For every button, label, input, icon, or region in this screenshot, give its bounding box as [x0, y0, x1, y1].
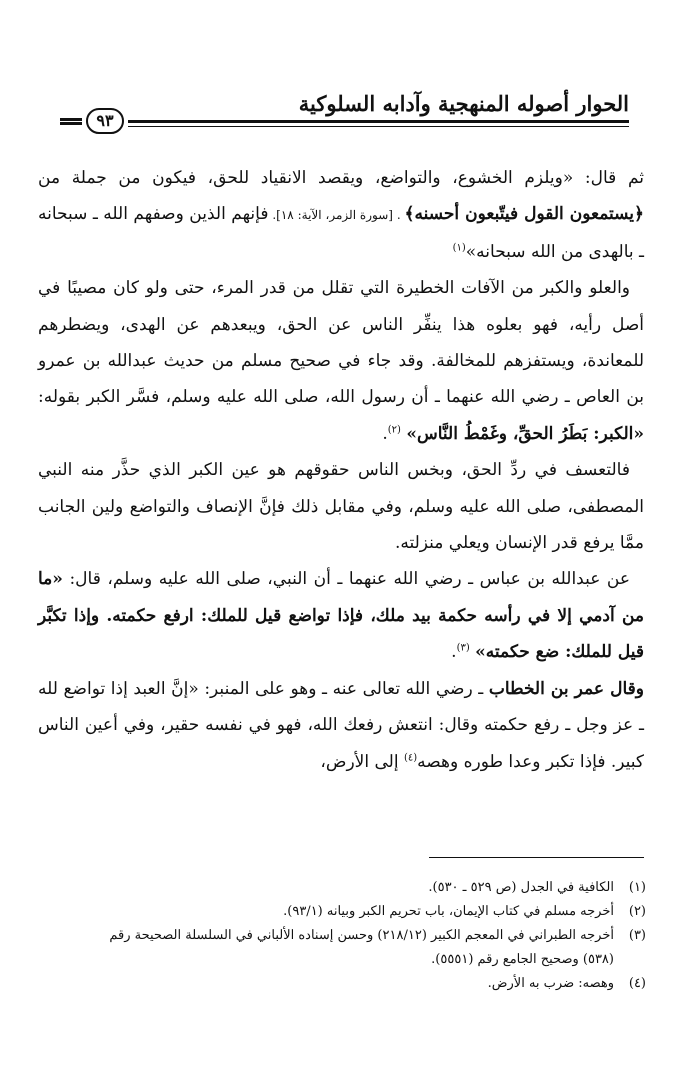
paragraph-2: والعلو والكبر من الآفات الخطيرة التي تقلل من قدر المرء، حتى ولو كان مصيبًا في أصل رأيه، فهو بعلوه هذا ينفِّر الناس عن الحق، ويبعدهم عن الهدى، ويضطرهم للمعاندة، ويستفزهم للمخالفة. وقد جاء في صحيح مسلم من حديث عبدالله بن عمرو بن العاص ـ رضي الله عنهما ـ أن رسول الله، صلى الله عليه وسلم، فسَّر الكبر بقوله: «الكبر: بَطَرُ الحقِّ، وغَمْطُ النَّاس» $^{(٢)}$. [38, 278, 644, 444]
p1-text-a: ثم قال: «ويلزم الخشوع، والتواضع، ويقصد الانقياد للحق، فيكون من جملة من [38, 168, 644, 188]
p1-text-b: فإنهم الذين وصفهم الله ـ سبحانه ـ بالهدى من الله سبحانه» [38, 204, 644, 262]
p2-text: والعلو والكبر من الآفات الخطيرة التي تقلل من قدر المرء، حتى ولو كان مصيبًا في أصل رأيه، فهو بعلوه هذا ينفِّر الناس عن الحق، ويبعدهم عن الهدى، ويضطرهم للمعاندة، ويستفزهم للمخالفة. وقد جاء في صحيح مسلم من حديث عبدالله بن عمرو بن العاص ـ رضي الله عنهما ـ أن رسول الله، صلى الله عليه وسلم، فسَّر الكبر بقوله: [38, 278, 644, 408]
paragraph-5 [38, 671, 644, 780]
footnote-text: الكافية في الجدل (ص ٥٢٩ ـ ٥٣٠). [428, 880, 614, 895]
footnote-ref-1: (١) [452, 242, 466, 254]
verse-reference: . [سورة الزمر، الآية: ١٨]. [268, 208, 405, 223]
footnote-mark: (٢) [628, 904, 646, 919]
paragraph-3 [38, 452, 644, 561]
footnote-ref-4: (٤) [403, 751, 418, 763]
footnote-text: وهصه: ضرب به الأرض. [487, 976, 614, 991]
p5-text-b: إلى الأرض، [320, 751, 404, 772]
footnote-2 [38, 900, 646, 924]
footnote-3 [38, 924, 646, 948]
header-rule [128, 120, 629, 127]
footnote-text: أخرجه مسلم في كتاب الإيمان، باب تحريم الكبر وبيانه (٩٣/١). [283, 904, 614, 919]
footnote-separator [429, 857, 644, 858]
p3-text: فالتعسف في ردِّ الحق، وبخس الناس حقوقهم هو عين الكبر الذي حذَّر منه النبي المصطفى، صلى الله عليه وسلم، وفي مقابل ذلك فإنَّ الإنصاف والتواضع ولين الجانب ممَّا يرفع قدر الإنسان ويعلي منزلته. [38, 460, 644, 554]
footnote-4 [38, 972, 646, 996]
quran-verse: ﴿يستمعون القول فيتّبعون أحسنه﴾ [404, 204, 645, 225]
footnotes [38, 876, 646, 996]
speaker-umar: وقال عمر بن الخطاب [488, 678, 644, 699]
page-number-ornament [60, 108, 126, 136]
footnote-mark: (٤) [628, 976, 646, 991]
p4-text: عن عبدالله بن عباس ـ رضي الله عنهما ـ أن النبي، صلى الله عليه وسلم، قال: [62, 569, 630, 590]
hadith-hikma: «ما من آدمي إلا في رأسه حكمة بيد ملك، فإذا تواضع قيل للملك: ارفع حكمته. وإذا تكبَّر قيل للملك: ضع حكمته» [38, 569, 644, 663]
main-text [38, 160, 644, 780]
footnote-mark: (٣) [628, 928, 646, 943]
p5-text-a: ـ رضي الله تعالى عنه ـ وهو على المنبر: «إنَّ العبد إذا تواضع لله ـ عز وجل ـ رفع حكمته وقال: انتعش رفعك الله، فهو في نفسه حقير، وفي أعين الناس كبير. فإذا تكبر وعدا طوره وهصه [38, 678, 644, 772]
page-number: ٩٣ [86, 108, 124, 134]
page-number-bars [60, 118, 82, 125]
footnote-3-continuation: (٥٣٨) وصحيح الجامع رقم (٥٥٥١). [431, 952, 614, 967]
paragraph-1 [38, 160, 644, 270]
hadith-kibr: «الكبر: بَطَرُ الحقِّ، وغَمْطُ النَّاس» [406, 423, 644, 444]
footnote-1 [38, 876, 646, 900]
footnote-ref-2: (٢) [387, 424, 401, 436]
footnote-ref-3: (٣) [456, 642, 470, 654]
footnote-mark: (١) [628, 880, 646, 895]
paragraph-4: عن عبدالله بن عباس ـ رضي الله عنهما ـ أن النبي، صلى الله عليه وسلم، قال: «ما من آدمي إلا في رأسه حكمة بيد ملك، فإذا تواضع قيل للملك: ارفع حكمته. وإذا تكبَّر قيل للملك: ضع حكمته» $^{(٣)}$. [38, 569, 644, 663]
running-title: الحوار أصوله المنهجية وآدابه السلوكية [298, 91, 629, 116]
footnote-text: أخرجه الطبراني في المعجم الكبير (٢١٨/١٢) وحسن إسناده الألباني في السلسلة الصحيحة رقم [109, 928, 614, 943]
page-header [60, 90, 629, 140]
